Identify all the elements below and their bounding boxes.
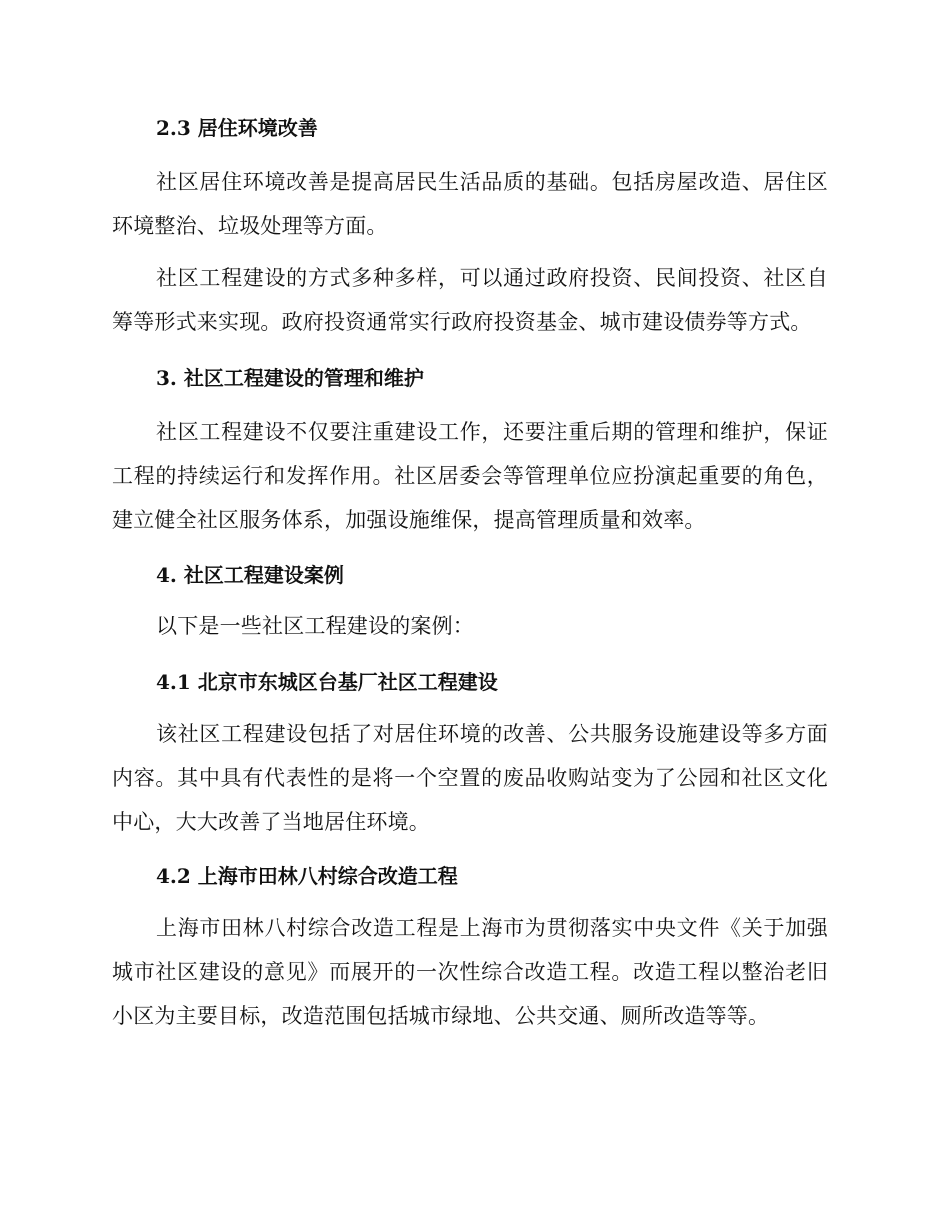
paragraph-cases-intro: 以下是一些社区工程建设的案例：	[156, 614, 474, 638]
paragraph-living-environment: 社区居住环境改善是提高居民生活品质的基础。包括房屋改造、居住区环境整治、垃圾处理等方面。	[112, 170, 828, 238]
section-heading-4: 4. 社区工程建设案例	[156, 563, 344, 587]
section-heading-2-3: 2.3 居住环境改善	[156, 116, 318, 140]
section-heading-3: 3. 社区工程建设的管理和维护	[156, 366, 424, 390]
paragraph-management-maintenance: 社区工程建设不仅要注重建设工作，还要注重后期的管理和维护，保证工程的持续运行和发挥作用。社区居委会等管理单位应扮演起重要的角色，建立健全社区服务体系，加强设施维保，提高管理质量和效率。	[112, 420, 828, 532]
paragraph-beijing-case: 该社区工程建设包括了对居住环境的改善、公共服务设施建设等多方面内容。其中具有代表性的是将一个空置的废品收购站变为了公园和社区文化中心，大大改善了当地居住环境。	[112, 722, 828, 834]
section-heading-4-1: 4.1 北京市东城区台基厂社区工程建设	[156, 670, 498, 694]
paragraph-construction-methods: 社区工程建设的方式多种多样，可以通过政府投资、民间投资、社区自筹等形式来实现。政府投资通常实行政府投资基金、城市建设债券等方式。	[112, 266, 828, 334]
paragraph-shanghai-case: 上海市田林八村综合改造工程是上海市为贯彻落实中央文件《关于加强城市社区建设的意见》而展开的一次性综合改造工程。改造工程以整治老旧小区为主要目标，改造范围包括城市绿地、公共交通、厕所改造等等。	[112, 916, 828, 1028]
section-heading-4-2: 4.2 上海市田林八村综合改造工程	[156, 864, 458, 888]
